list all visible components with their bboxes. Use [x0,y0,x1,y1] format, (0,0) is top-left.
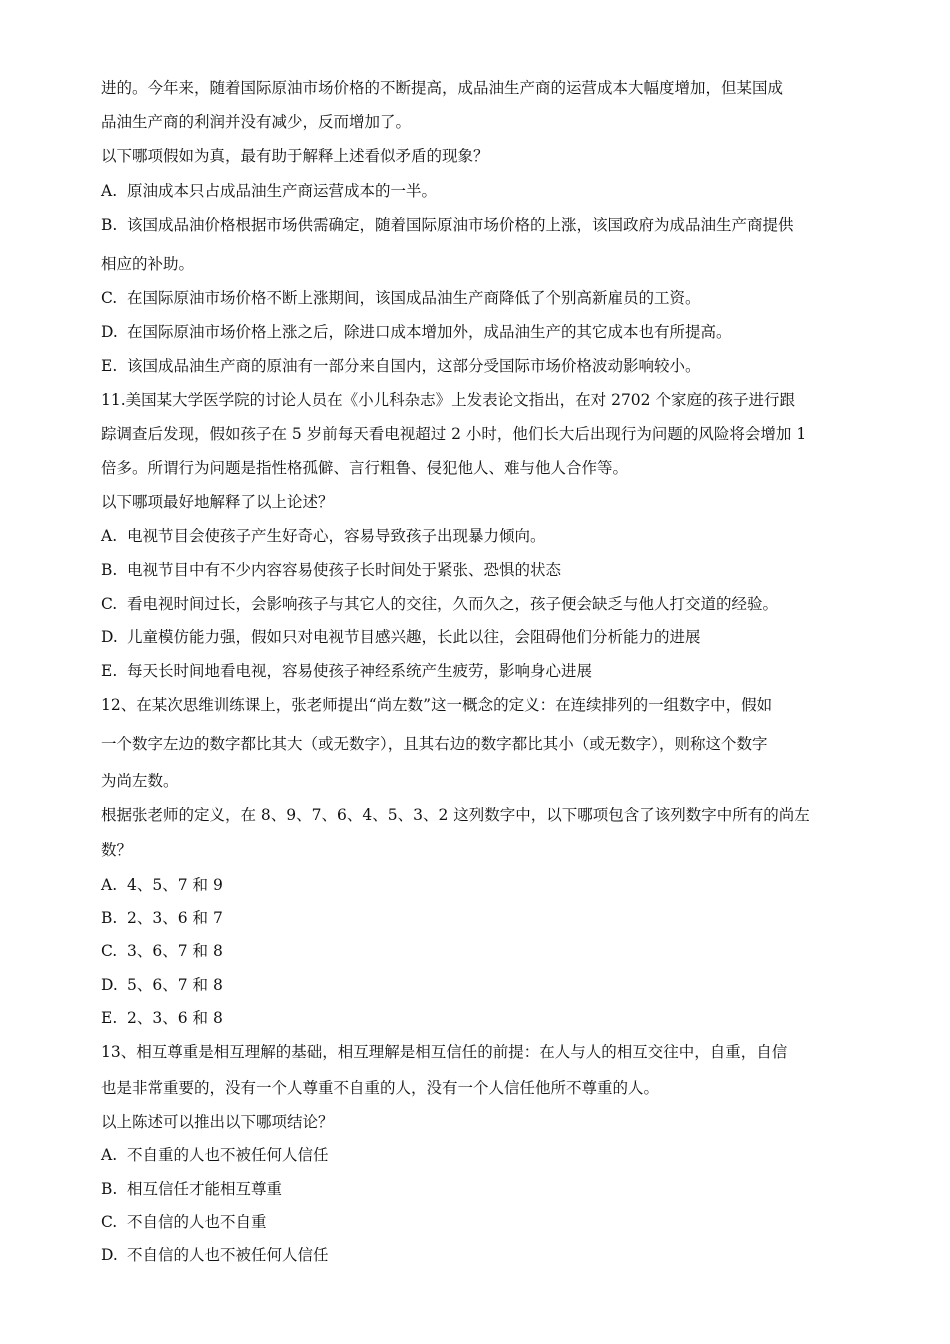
option-key: B. [101,216,118,234]
q12-option-d [101,974,223,996]
option-key: C. [101,595,118,613]
option-text: 该国成品油价格根据市场供需确定，随着国际原油市场价格的上涨，该国政府为成品油生产商提供 [127,216,794,234]
q11-option-e [101,660,592,682]
q11-stem-line: 11.美国某大学医学院的讨论人员在《小儿科杂志》上发表论文指出，在对 2702 个家庭的孩子进行跟 [101,391,795,409]
q12-stem-line: 12、在某次思维训练课上，张老师提出“尚左数”这一概念的定义：在连续排列的一组数字中，假如 [101,696,773,714]
option-text: 相互信任才能相互尊重 [127,1180,283,1198]
q13-question: 以上陈述可以推出以下哪项结论？ [101,1113,334,1131]
q10-option-c [101,287,701,309]
q11-question: 以下哪项最好地解释了以上论述？ [101,493,334,511]
option-text: 4、5、7 和 9 [127,876,223,894]
option-key: A. [101,876,118,894]
q11-stem-line: 倍多。所谓行为问题是指性格孤僻、言行粗鲁、侵犯他人、难与他人合作等。 [101,459,629,477]
option-key: A. [101,1146,118,1164]
q12-question-line: 数？ [101,841,133,859]
option-text: 2、3、6 和 7 [127,909,223,927]
option-key: D. [101,628,118,646]
q13-stem-line: 也是非常重要的，没有一个人尊重不自重的人，没有一个人信任他所不尊重的人。 [101,1079,660,1097]
option-text: 看电视时间过长，会影响孩子与其它人的交往，久而久之，孩子便会缺乏与他人打交道的经验。 [127,595,779,613]
option-key: E. [101,662,118,680]
q12-option-e [101,1007,223,1029]
q10-stem-line: 进的。今年来，随着国际原油市场价格的不断提高，成品油生产商的运营成本大幅度增加，但某国成 [101,79,784,97]
option-key: D. [101,976,118,994]
q12-option-c [101,940,223,962]
q12-question-line: 根据张老师的定义，在 8、9、7、6、4、5、3、2 这列数字中，以下哪项包含了该列数字中所有的尚左 [101,806,810,824]
q13-option-a [101,1144,329,1166]
q12-stem-line: 为尚左数。 [101,772,179,790]
option-text: 该国成品油生产商的原油有一部分来自国内，这部分受国际市场价格波动影响较小。 [127,357,701,375]
option-text: 5、6、7 和 8 [127,976,223,994]
option-key: C. [101,942,118,960]
option-text: 不自信的人也不被任何人信任 [127,1246,329,1264]
q10-question: 以下哪项假如为真，最有助于解释上述看似矛盾的现象？ [101,147,489,165]
option-key: B. [101,561,118,579]
option-key: C. [101,289,118,307]
q13-stem-line: 13、相互尊重是相互理解的基础，相互理解是相互信任的前提：在人与人的相互交往中，自重，自信 [101,1043,788,1061]
q13-option-d [101,1244,329,1266]
option-key: D. [101,1246,118,1264]
q11-option-b [101,559,561,581]
q12-stem-line: 一个数字左边的数字都比其大（或无数字），且其右边的数字都比其小（或无数字），则称这个数字 [101,735,768,753]
option-key: E. [101,1009,118,1027]
option-text: 在国际原油市场价格上涨之后，除进口成本增加外，成品油生产的其它成本也有所提高。 [127,323,732,341]
q10-option-b-continued: 相应的补助。 [101,255,195,273]
q10-option-b [101,214,794,236]
option-text: 不自信的人也不自重 [127,1213,267,1231]
q11-stem-line: 踪调查后发现，假如孩子在 5 岁前每天看电视超过 2 小时，他们长大后出现行为问题的风险将会增加 1 [101,425,807,443]
q12-option-b [101,907,223,929]
q11-option-d [101,626,701,648]
option-text: 每天长时间地看电视，容易使孩子神经系统产生疲劳，影响身心进展 [127,662,593,680]
q13-option-c [101,1211,267,1233]
q11-option-a [101,525,546,547]
option-key: D. [101,323,118,341]
q10-option-a [101,180,437,202]
option-text: 电视节目中有不少内容容易使孩子长时间处于紧张、恐惧的状态 [127,561,562,579]
option-key: B. [101,909,118,927]
option-text: 电视节目会使孩子产生好奇心，容易导致孩子出现暴力倾向。 [127,527,546,545]
q10-stem-line: 品油生产商的利润并没有减少，反而增加了。 [101,113,412,131]
q10-option-e [101,355,701,377]
option-text: 原油成本只占成品油生产商运营成本的一半。 [127,182,438,200]
option-text: 2、3、6 和 8 [127,1009,223,1027]
option-key: C. [101,1213,118,1231]
option-text: 3、6、7 和 8 [127,942,223,960]
option-text: 在国际原油市场价格不断上涨期间，该国成品油生产商降低了个别高新雇员的工资。 [127,289,701,307]
option-text: 不自重的人也不被任何人信任 [127,1146,329,1164]
q11-option-c [101,593,778,615]
option-key: A. [101,182,118,200]
option-key: B. [101,1180,118,1198]
option-key: A. [101,527,118,545]
q12-option-a [101,874,223,896]
option-key: E. [101,357,118,375]
option-text: 儿童模仿能力强，假如只对电视节目感兴趣，长此以往，会阻碍他们分析能力的进展 [127,628,701,646]
q13-option-b [101,1178,282,1200]
q10-option-d [101,321,732,343]
